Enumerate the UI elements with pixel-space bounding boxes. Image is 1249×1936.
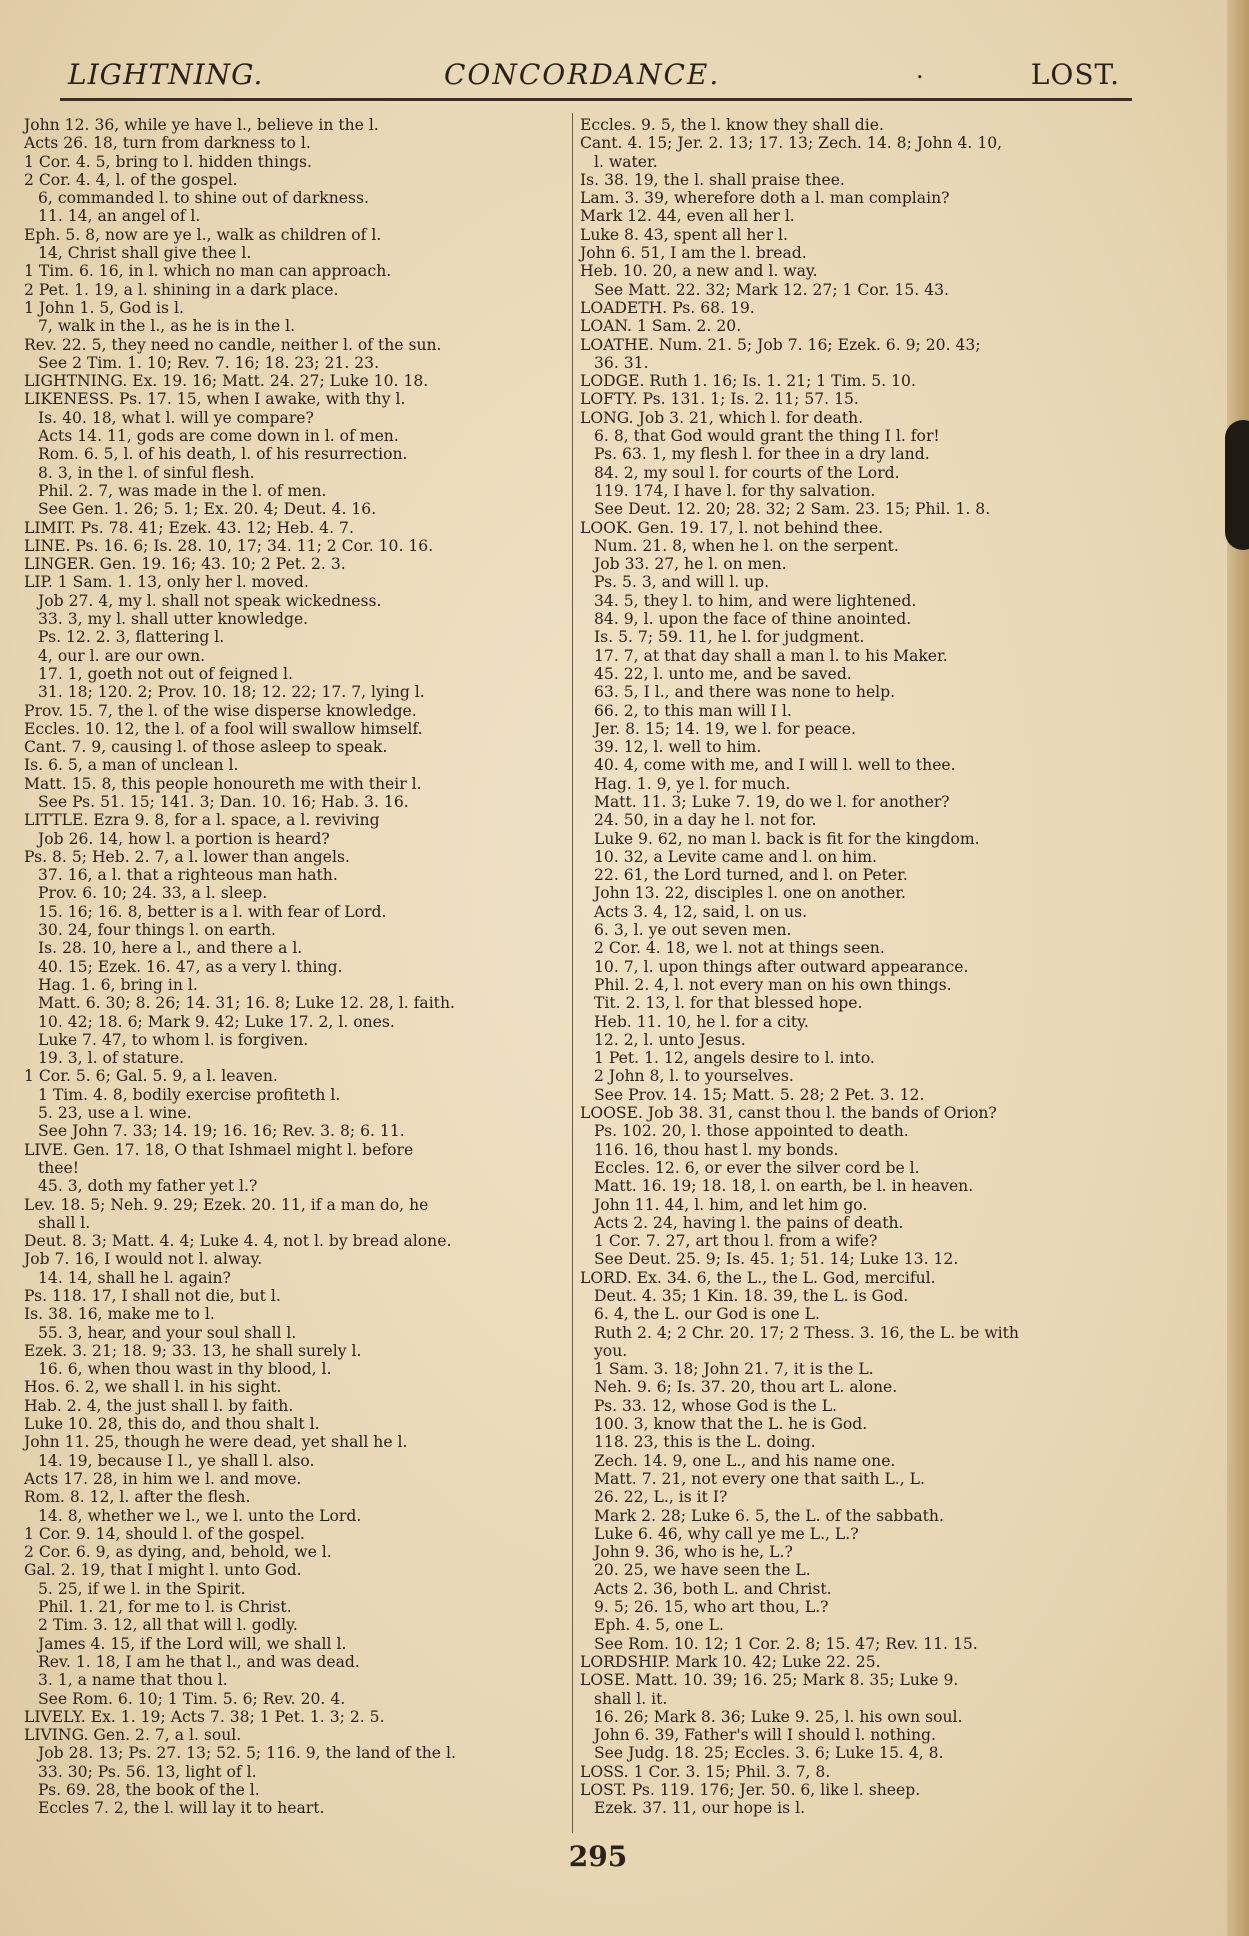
header-title: CONCORDANCE. — [444, 58, 721, 91]
concordance-line: Eph. 5. 8, now are ye l., walk as children of l. — [24, 225, 382, 244]
concordance-line: shall l. it. — [594, 1689, 668, 1708]
concordance-line: John 12. 36, while ye have l., believe in the l. — [24, 116, 379, 134]
concordance-line: 14. 14, shall he l. again? — [38, 1268, 231, 1287]
concordance-line: Acts 2. 24, having l. the pains of death. — [594, 1213, 904, 1232]
concordance-line: Lev. 18. 5; Neh. 9. 29; Ezek. 20. 11, if a man do, he — [24, 1195, 429, 1214]
concordance-line: 118. 23, this is the L. doing. — [594, 1433, 816, 1452]
concordance-line: 12. 2, l. unto Jesus. — [594, 1030, 746, 1049]
concordance-line: LINE. Ps. 16. 6; Is. 28. 10, 17; 34. 11; 2 Cor. 10. 16. — [24, 536, 434, 555]
concordance-line: LOFTY. Ps. 131. 1; Is. 2. 11; 57. 15. — [580, 390, 859, 409]
concordance-line: 2 Cor. 4. 4, l. of the gospel. — [24, 170, 238, 189]
concordance-line: See Gen. 1. 26; 5. 1; Ex. 20. 4; Deut. 4. 16. — [38, 500, 377, 519]
concordance-line: Lam. 3. 39, wherefore doth a l. man complain? — [580, 189, 950, 208]
concordance-line: Luke 6. 46, why call ye me L., L.? — [594, 1524, 859, 1543]
concordance-line: Zech. 14. 9, one L., and his name one. — [594, 1451, 896, 1470]
concordance-line: Matt. 7. 21, not every one that saith L., L. — [594, 1469, 925, 1488]
concordance-line: 1 Cor. 4. 5, bring to l. hidden things. — [24, 152, 312, 171]
concordance-line: 33. 30; Ps. 56. 13, light of l. — [38, 1762, 257, 1781]
concordance-line: Is. 28. 10, here a l., and there a l. — [38, 939, 303, 958]
concordance-line: 84. 9, l. upon the face of thine anointed. — [594, 610, 912, 629]
concordance-line: 5. 25, if we l. in the Spirit. — [38, 1579, 246, 1598]
concordance-line: 17. 7, at that day shall a man l. to his Maker. — [594, 646, 948, 665]
concordance-line: Acts 17. 28, in him we l. and move. — [24, 1469, 302, 1488]
concordance-line: 1 Pet. 1. 12, angels desire to l. into. — [594, 1049, 875, 1068]
concordance-line: Ps. 5. 3, and will l. up. — [594, 573, 770, 592]
concordance-line: 63. 5, I l., and there was none to help. — [594, 683, 896, 702]
concordance-line: Rom. 6. 5, l. of his death, l. of his resurrection. — [38, 445, 408, 464]
concordance-line: Tit. 2. 13, l. for that blessed hope. — [594, 994, 863, 1013]
concordance-line: Ps. 63. 1, my flesh l. for thee in a dry land. — [594, 445, 930, 464]
left-column — [24, 116, 564, 1818]
concordance-line: LIVELY. Ex. 1. 19; Acts 7. 38; 1 Pet. 1. 3; 2. 5. — [24, 1707, 385, 1726]
concordance-line: LORD. Ex. 34. 6, the L., the L. God, merciful. — [580, 1268, 936, 1287]
concordance-line: Deut. 8. 3; Matt. 4. 4; Luke 4. 4, not l. by bread alone. — [24, 1232, 452, 1251]
concordance-line: 1 John 1. 5, God is l. — [24, 298, 184, 317]
concordance-line: Ezek. 37. 11, our hope is l. — [594, 1799, 806, 1818]
concordance-line: Matt. 16. 19; 18. 18, l. on earth, be l. in heaven. — [594, 1177, 974, 1196]
concordance-line: Acts 3. 4, 12, said, l. on us. — [594, 902, 808, 921]
concordance-line: 2 Tim. 3. 12, all that will l. godly. — [38, 1616, 298, 1635]
concordance-line: Is. 40. 18, what l. will ye compare? — [38, 408, 314, 427]
concordance-line: 15. 16; 16. 8, better is a l. with fear of Lord. — [38, 902, 387, 921]
header-left-guide-word: LIGHTNING. — [68, 58, 264, 91]
concordance-line: See Deut. 25. 9; Is. 45. 1; 51. 14; Luke 13. 12. — [594, 1250, 959, 1269]
concordance-line: LOOSE. Job 38. 31, canst thou l. the bands of Orion? — [580, 1104, 997, 1123]
concordance-line: LOATHE. Num. 21. 5; Job 7. 16; Ezek. 6. 9; 20. 43; — [580, 335, 981, 354]
concordance-line: See Matt. 22. 32; Mark 12. 27; 1 Cor. 15. 43. — [594, 280, 949, 299]
concordance-line: 22. 61, the Lord turned, and l. on Peter. — [594, 866, 908, 885]
concordance-line: Is. 38. 19, the l. shall praise thee. — [580, 170, 845, 189]
concordance-line: Matt. 11. 3; Luke 7. 19, do we l. for another? — [594, 792, 950, 811]
concordance-line: LIVE. Gen. 17. 18, O that Ishmael might l. before — [24, 1140, 414, 1159]
concordance-line: 66. 2, to this man will I l. — [594, 701, 792, 720]
concordance-line: l. water. — [594, 152, 658, 171]
concordance-line: 1 Tim. 6. 16, in l. which no man can approach. — [24, 262, 392, 281]
concordance-line: 119. 174, I have l. for thy salvation. — [594, 481, 876, 500]
concordance-line: 1 Cor. 7. 27, art thou l. from a wife? — [594, 1232, 878, 1251]
concordance-line: 45. 3, doth my father yet l.? — [38, 1177, 258, 1196]
concordance-line: LOSE. Matt. 10. 39; 16. 25; Mark 8. 35; Luke 9. — [580, 1671, 959, 1690]
concordance-line: 40. 4, come with me, and I will l. well to thee. — [594, 756, 956, 775]
concordance-line: LIGHTNING. Ex. 19. 16; Matt. 24. 27; Luke 10. 18. — [24, 372, 429, 391]
concordance-line: See Deut. 12. 20; 28. 32; 2 Sam. 23. 15; Phil. 1. 8. — [594, 500, 991, 519]
concordance-line: John 11. 25, though he were dead, yet shall he l. — [24, 1433, 408, 1452]
concordance-line: Luke 8. 43, spent all her l. — [580, 225, 788, 244]
concordance-line: Neh. 9. 6; Is. 37. 20, thou art L. alone. — [594, 1378, 898, 1397]
concordance-line: 116. 16, thou hast l. my bonds. — [594, 1140, 839, 1159]
header-dot: . — [916, 56, 924, 84]
concordance-line: John 6. 39, Father's will I should l. nothing. — [594, 1726, 936, 1745]
concordance-line: Is. 5. 7; 59. 11, he l. for judgment. — [594, 628, 865, 647]
concordance-line: 14, Christ shall give thee l. — [38, 244, 252, 263]
concordance-line: John 6. 51, I am the l. bread. — [580, 244, 807, 263]
concordance-line: Job 33. 27, he l. on men. — [594, 555, 787, 574]
concordance-line: Matt. 6. 30; 8. 26; 14. 31; 16. 8; Luke 12. 28, l. faith. — [38, 994, 455, 1013]
concordance-line: 2 Cor. 4. 18, we l. not at things seen. — [594, 939, 885, 958]
concordance-line: See Prov. 14. 15; Matt. 5. 28; 2 Pet. 3. 12. — [594, 1085, 925, 1104]
concordance-line: Mark 12. 44, even all her l. — [580, 207, 795, 226]
concordance-line: 9. 5; 26. 15, who art thou, L.? — [594, 1598, 829, 1617]
concordance-line: LOST. Ps. 119. 176; Jer. 50. 6, like l. sheep. — [580, 1781, 921, 1800]
concordance-line: LOSS. 1 Cor. 3. 15; Phil. 3. 7, 8. — [580, 1762, 831, 1781]
concordance-line: 10. 32, a Levite came and l. on him. — [594, 847, 877, 866]
concordance-line: 6. 4, the L. our God is one L. — [594, 1305, 820, 1324]
concordance-line: See Judg. 18. 25; Eccles. 3. 6; Luke 15. 4, 8. — [594, 1744, 944, 1763]
concordance-line: Eccles 7. 2, the l. will lay it to heart. — [38, 1799, 325, 1818]
concordance-line: 17. 1, goeth not out of feigned l. — [38, 664, 294, 683]
concordance-line: Ps. 69. 28, the book of the l. — [38, 1781, 260, 1800]
concordance-line: shall l. — [38, 1213, 91, 1232]
concordance-line: Cant. 4. 15; Jer. 2. 13; 17. 13; Zech. 14. 8; John 4. 10, — [580, 134, 1003, 153]
concordance-line: Acts 14. 11, gods are come down in l. of men. — [38, 427, 399, 446]
concordance-line: 2 Cor. 6. 9, as dying, and, behold, we l. — [24, 1543, 332, 1562]
concordance-line: 4, our l. are our own. — [38, 646, 206, 665]
concordance-line: 1 Cor. 9. 14, should l. of the gospel. — [24, 1524, 305, 1543]
concordance-line: 84. 2, my soul l. for courts of the Lord. — [594, 463, 900, 482]
concordance-line: LIMIT. Ps. 78. 41; Ezek. 43. 12; Heb. 4. 7. — [24, 518, 354, 537]
concordance-line: 16. 6, when thou wast in thy blood, l. — [38, 1360, 332, 1379]
concordance-line: Job 26. 14, how l. a portion is heard? — [38, 829, 330, 848]
concordance-line: 2 Pet. 1. 19, a l. shining in a dark place. — [24, 280, 339, 299]
concordance-line: 1 Tim. 4. 8, bodily exercise profiteth l. — [38, 1085, 341, 1104]
concordance-line: Eccles. 9. 5, the l. know they shall die. — [580, 116, 884, 134]
concordance-line: LOADETH. Ps. 68. 19. — [580, 298, 755, 317]
concordance-line: LOOK. Gen. 19. 17, l. not behind thee. — [580, 518, 884, 537]
concordance-line: Ps. 8. 5; Heb. 2. 7, a l. lower than angels. — [24, 847, 350, 866]
concordance-line: LODGE. Ruth 1. 16; Is. 1. 21; 1 Tim. 5. 10. — [580, 372, 916, 391]
concordance-line: 1 Cor. 5. 6; Gal. 5. 9, a l. leaven. — [24, 1067, 278, 1086]
concordance-line: you. — [594, 1341, 628, 1360]
concordance-line: 55. 3, hear, and your soul shall l. — [38, 1323, 297, 1342]
running-header — [64, 52, 1130, 102]
concordance-line: Ps. 118. 17, I shall not die, but l. — [24, 1287, 281, 1305]
concordance-line: 20. 25, we have seen the L. — [594, 1561, 811, 1580]
concordance-line: 39. 12, l. well to him. — [594, 738, 762, 757]
concordance-line: See John 7. 33; 14. 19; 16. 16; Rev. 3. 8; 6. 11. — [38, 1122, 405, 1141]
concordance-line: 14. 8, whether we l., we l. unto the Lord. — [38, 1506, 362, 1525]
concordance-line: 34. 5, they l. to him, and were lightened. — [594, 591, 917, 610]
concordance-line: 45. 22, l. unto me, and be saved. — [594, 664, 852, 683]
concordance-line: LIP. 1 Sam. 1. 13, only her l. moved. — [24, 573, 309, 592]
concordance-line: 6, commanded l. to shine out of darkness. — [38, 189, 369, 208]
concordance-line: See Rom. 10. 12; 1 Cor. 2. 8; 15. 47; Rev. 11. 15. — [594, 1634, 978, 1653]
concordance-line: 8. 3, in the l. of sinful flesh. — [38, 463, 255, 482]
page-edge — [1227, 0, 1249, 1936]
concordance-line: 40. 15; Ezek. 16. 47, as a very l. thing. — [38, 957, 343, 976]
concordance-line: Hos. 6. 2, we shall l. in his sight. — [24, 1378, 282, 1397]
concordance-line: Luke 9. 62, no man l. back is fit for the kingdom. — [594, 829, 980, 848]
concordance-line: Job 27. 4, my l. shall not speak wickedness. — [38, 591, 382, 610]
concordance-line: John 13. 22, disciples l. one on another. — [594, 884, 906, 903]
concordance-line: LORDSHIP. Mark 10. 42; Luke 22. 25. — [580, 1652, 881, 1671]
header-rule — [60, 98, 1132, 101]
concordance-line: Luke 10. 28, this do, and thou shalt l. — [24, 1415, 320, 1434]
concordance-line: 24. 50, in a day he l. not for. — [594, 811, 817, 830]
concordance-line: Job 28. 13; Ps. 27. 13; 52. 5; 116. 9, the land of the l. — [38, 1744, 456, 1763]
concordance-line: Phil. 2. 4, l. not every man on his own things. — [594, 975, 952, 994]
concordance-line: Eccles. 10. 12, the l. of a fool will swallow himself. — [24, 719, 423, 738]
page-number: 295 — [568, 1840, 628, 1873]
concordance-line: 36. 31. — [594, 353, 649, 372]
concordance-line: Job 7. 16, I would not l. alway. — [24, 1250, 263, 1269]
concordance-line: 14. 19, because I l., ye shall l. also. — [38, 1451, 315, 1470]
header-right-guide-word: LOST. — [1030, 58, 1120, 91]
concordance-line: Deut. 4. 35; 1 Kin. 18. 39, the L. is God. — [594, 1287, 909, 1305]
concordance-line: 100. 3, know that the L. he is God. — [594, 1415, 868, 1434]
thumb-index-tab — [1225, 420, 1249, 550]
concordance-line: LITTLE. Ezra 9. 8, for a l. space, a l. reviving — [24, 811, 380, 830]
concordance-line: Rev. 1. 18, I am he that l., and was dead. — [38, 1652, 360, 1671]
concordance-line: LINGER. Gen. 19. 16; 43. 10; 2 Pet. 2. 3. — [24, 555, 346, 574]
concordance-line: Heb. 11. 10, he l. for a city. — [594, 1012, 809, 1031]
concordance-line: John 9. 36, who is he, L.? — [594, 1543, 793, 1562]
concordance-line: See Rom. 6. 10; 1 Tim. 5. 6; Rev. 20. 4. — [38, 1689, 346, 1708]
concordance-line: Matt. 15. 8, this people honoureth me with their l. — [24, 774, 422, 793]
concordance-line: Hag. 1. 6, bring in l. — [38, 975, 198, 994]
concordance-line: 30. 24, four things l. on earth. — [38, 921, 276, 940]
concordance-line: Hab. 2. 4, the just shall l. by faith. — [24, 1396, 294, 1415]
concordance-line: LIVING. Gen. 2. 7, a l. soul. — [24, 1726, 242, 1745]
column-divider — [572, 113, 573, 1833]
concordance-line: Ezek. 3. 21; 18. 9; 33. 13, he shall surely l. — [24, 1341, 362, 1360]
concordance-line: Phil. 1. 21, for me to l. is Christ. — [38, 1598, 292, 1617]
concordance-line: 3. 1, a name that thou l. — [38, 1671, 228, 1690]
concordance-line: Rev. 22. 5, they need no candle, neither l. of the sun. — [24, 335, 442, 354]
concordance-line: 6. 3, l. ye out seven men. — [594, 921, 792, 940]
concordance-line: James 4. 15, if the Lord will, we shall l. — [38, 1634, 347, 1653]
concordance-line: Is. 38. 16, make me to l. — [24, 1305, 215, 1324]
concordance-line: John 11. 44, l. him, and let him go. — [594, 1195, 868, 1214]
concordance-line: LIKENESS. Ps. 17. 15, when I awake, with thy l. — [24, 390, 406, 409]
concordance-line: Eccles. 12. 6, or ever the silver cord be l. — [594, 1158, 920, 1177]
concordance-line: LONG. Job 3. 21, which l. for death. — [580, 408, 864, 427]
concordance-line: 16. 26; Mark 8. 36; Luke 9. 25, l. his own soul. — [594, 1707, 963, 1726]
concordance-line: 2 John 8, l. to yourselves. — [594, 1067, 794, 1086]
concordance-line: 10. 42; 18. 6; Mark 9. 42; Luke 17. 2, l. ones. — [38, 1012, 395, 1031]
concordance-line: Cant. 7. 9, causing l. of those asleep to speak. — [24, 738, 388, 757]
concordance-line: 7, walk in the l., as he is in the l. — [38, 317, 296, 336]
concordance-line: Mark 2. 28; Luke 6. 5, the L. of the sabbath. — [594, 1506, 944, 1525]
concordance-line: Prov. 15. 7, the l. of the wise disperse knowledge. — [24, 701, 417, 720]
concordance-line: 10. 7, l. upon things after outward appearance. — [594, 957, 969, 976]
concordance-line: Num. 21. 8, when he l. on the serpent. — [594, 536, 899, 555]
concordance-line: Ps. 102. 20, l. those appointed to death. — [594, 1122, 909, 1141]
concordance-line: LOAN. 1 Sam. 2. 20. — [580, 317, 742, 336]
concordance-line: 31. 18; 120. 2; Prov. 10. 18; 12. 22; 17. 7, lying l. — [38, 683, 425, 702]
right-column — [580, 116, 1135, 1818]
concordance-line: thee! — [38, 1158, 80, 1177]
concordance-line: See 2 Tim. 1. 10; Rev. 7. 16; 18. 23; 21. 23. — [38, 353, 380, 372]
concordance-line: Ps. 12. 2. 3, flattering l. — [38, 628, 225, 647]
concordance-line: Ruth 2. 4; 2 Chr. 20. 17; 2 Thess. 3. 16, the L. be with — [594, 1323, 1019, 1342]
concordance-line: Luke 7. 47, to whom l. is forgiven. — [38, 1030, 309, 1049]
concordance-line: 11. 14, an angel of l. — [38, 207, 201, 226]
concordance-line: 5. 23, use a l. wine. — [38, 1104, 192, 1123]
concordance-line: Phil. 2. 7, was made in the l. of men. — [38, 481, 327, 500]
concordance-line: 19. 3, l. of stature. — [38, 1049, 185, 1068]
concordance-line: Eph. 4. 5, one L. — [594, 1616, 724, 1635]
concordance-line: Gal. 2. 19, that I might l. unto God. — [24, 1561, 302, 1580]
concordance-line: Acts 2. 36, both L. and Christ. — [594, 1579, 832, 1598]
concordance-line: Rom. 8. 12, l. after the flesh. — [24, 1488, 251, 1507]
concordance-line: Ps. 33. 12, whose God is the L. — [594, 1396, 838, 1415]
concordance-line: 26. 22, L., is it I? — [594, 1488, 728, 1507]
concordance-line: Hag. 1. 9, ye l. for much. — [594, 774, 791, 793]
concordance-line: 6. 8, that God would grant the thing I l. for! — [594, 427, 940, 446]
concordance-line: Prov. 6. 10; 24. 33, a l. sleep. — [38, 884, 268, 903]
concordance-line: See Ps. 51. 15; 141. 3; Dan. 10. 16; Hab. 3. 16. — [38, 792, 409, 811]
concordance-line: Is. 6. 5, a man of unclean l. — [24, 756, 239, 775]
concordance-line: 33. 3, my l. shall utter knowledge. — [38, 610, 309, 629]
concordance-line: Heb. 10. 20, a new and l. way. — [580, 262, 818, 281]
concordance-line: 37. 16, a l. that a righteous man hath. — [38, 866, 338, 885]
concordance-line: 1 Sam. 3. 18; John 21. 7, it is the L. — [594, 1360, 874, 1379]
concordance-line: Jer. 8. 15; 14. 19, we l. for peace. — [594, 719, 856, 738]
concordance-line: Acts 26. 18, turn from darkness to l. — [24, 134, 311, 153]
